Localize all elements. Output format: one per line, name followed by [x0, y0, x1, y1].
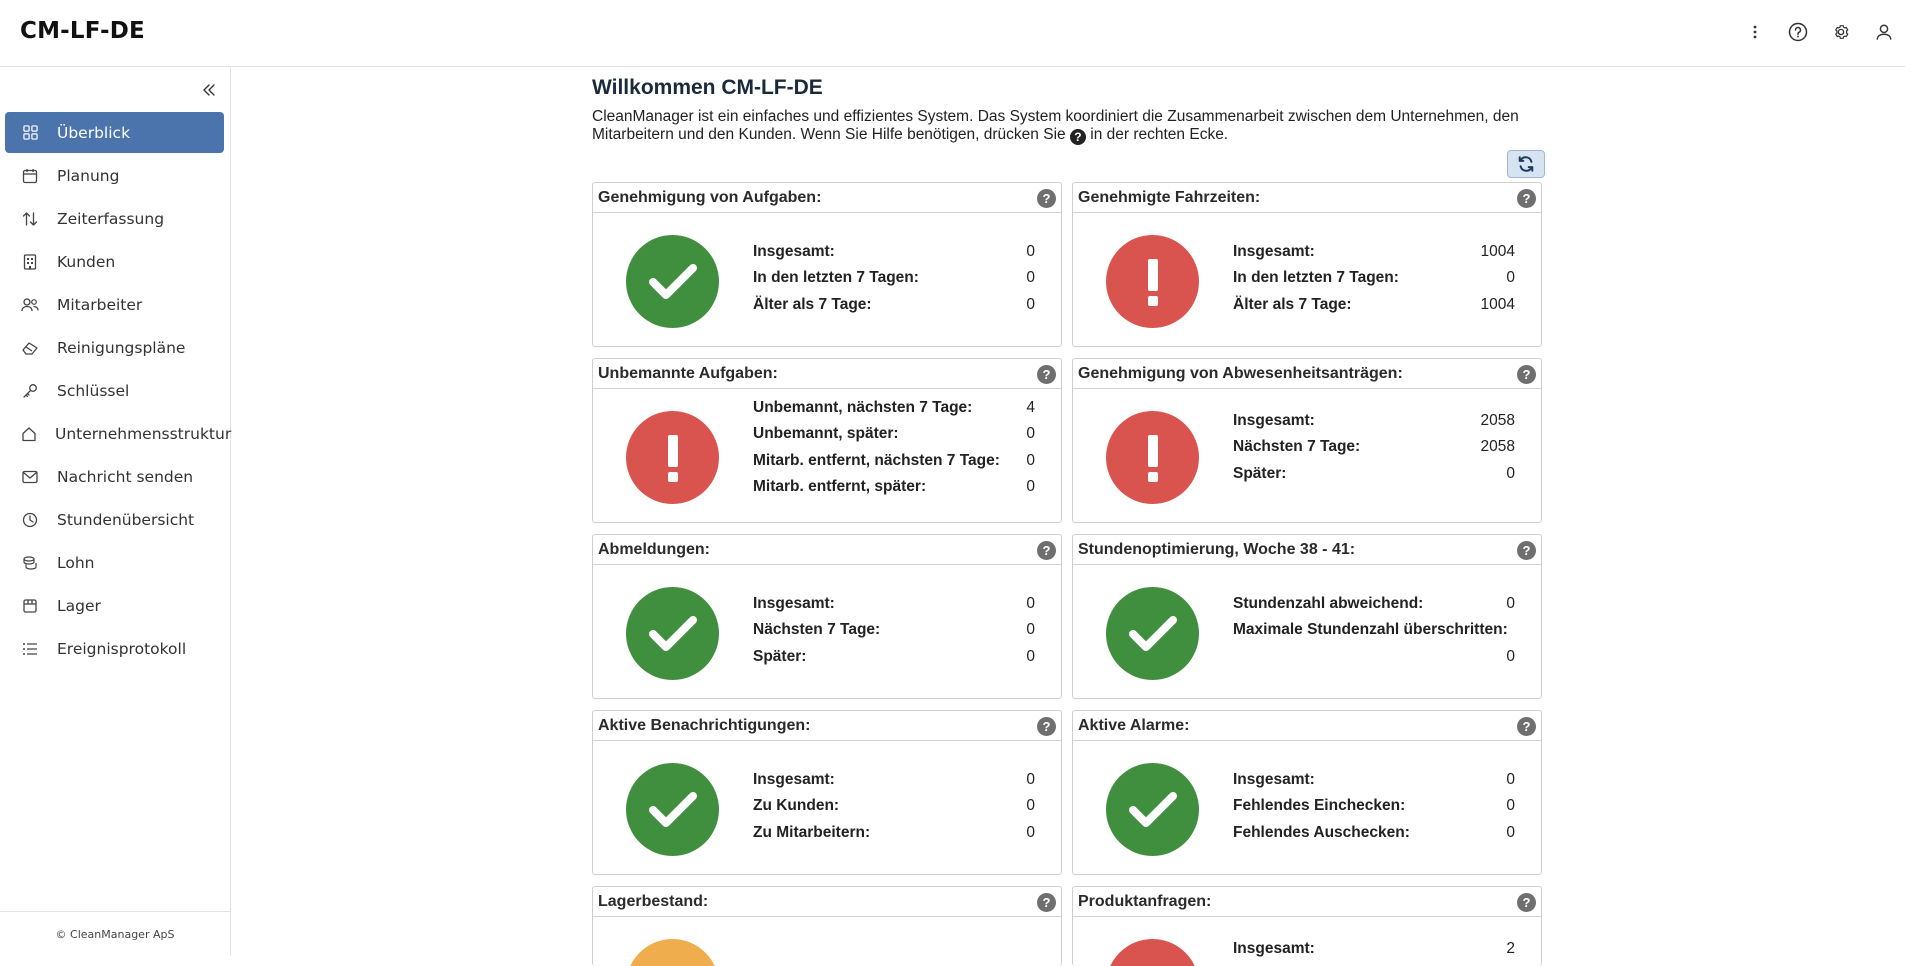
status-ok-icon: [626, 587, 719, 680]
stat-row: [753, 239, 1035, 265]
stat-row: [1233, 408, 1515, 434]
sidebar-item-ueberblick[interactable]: [5, 112, 224, 153]
stat-row: [1233, 617, 1515, 643]
stat-value: 1004: [1480, 243, 1515, 261]
stat-row: [1233, 820, 1515, 846]
card-title: [593, 359, 1061, 389]
stat-value: 0: [1026, 425, 1035, 443]
stat-label: Insgesamt:: [753, 771, 835, 789]
status-alert-icon: [1106, 939, 1199, 966]
card-aktive-benachrichtigungen: [592, 710, 1062, 875]
mail-icon: [21, 468, 39, 486]
stat-value: 0: [1026, 823, 1035, 841]
status-ok-icon: [1106, 587, 1199, 680]
help-circle-icon[interactable]: [1787, 20, 1809, 44]
stat-value: 0: [1506, 797, 1515, 815]
top-bar: [0, 0, 1905, 67]
sidebar-footer: © CleanManager ApS: [0, 911, 230, 956]
stat-label: Nächsten 7 Tage:: [1233, 438, 1361, 456]
stat-value: 0: [1026, 295, 1035, 313]
stat-label: Zu Kunden:: [753, 797, 840, 815]
stat-value: 0: [1506, 647, 1515, 665]
stat-label: Insgesamt:: [1233, 771, 1315, 789]
help-icon[interactable]: ?: [1517, 541, 1536, 560]
status-ok-icon: [626, 235, 719, 328]
card-title: [1073, 359, 1541, 389]
sidebar-item-label: Stundenübersicht: [57, 510, 195, 529]
stat-value: 0: [1026, 478, 1035, 496]
stat-value: 0: [1506, 464, 1515, 482]
stat-row: [753, 292, 1035, 318]
card-title-text: Genehmigte Fahrzeiten:: [1078, 188, 1261, 206]
sidebar-item-label: Schlüssel: [57, 381, 130, 400]
card-title: [593, 535, 1061, 565]
stat-row: [1233, 434, 1515, 460]
home-icon: [21, 425, 37, 443]
card-genehmigung-aufgaben: [592, 182, 1062, 347]
page-title: Willkommen CM-LF-DE: [592, 76, 823, 99]
sidebar-item-lohn[interactable]: [5, 542, 224, 583]
collapse-sidebar-icon[interactable]: [198, 79, 220, 101]
eraser-icon: [21, 339, 39, 357]
stat-label: Fehlendes Auschecken:: [1233, 823, 1410, 841]
stat-value: 0: [1026, 621, 1035, 639]
card-title: [593, 183, 1061, 213]
refresh-button[interactable]: [1507, 150, 1545, 178]
clock-icon: [21, 511, 39, 529]
stat-row: [753, 265, 1035, 291]
stat-row: [1233, 644, 1515, 670]
sidebar-item-label: Planung: [57, 166, 120, 185]
sidebar-item-unternehmensstruktur[interactable]: [5, 413, 232, 454]
sidebar-item-lager[interactable]: [5, 585, 224, 626]
stat-value: 0: [1026, 647, 1035, 665]
intro-text: [592, 108, 1552, 145]
stat-label: Zu Mitarbeitern:: [753, 823, 871, 841]
stat-value: 0: [1026, 269, 1035, 287]
help-icon[interactable]: ?: [1517, 893, 1536, 912]
status-alert-icon: [1106, 235, 1199, 328]
help-icon[interactable]: ?: [1037, 541, 1056, 560]
sidebar-item-label: Zeiterfassung: [57, 209, 165, 228]
stat-value: 4: [1026, 399, 1035, 417]
sidebar: [0, 67, 231, 956]
card-title-text: Genehmigung von Abwesenheitsanträgen:: [1078, 364, 1403, 382]
card-abwesenheitsantraege: [1072, 358, 1542, 523]
status-alert-icon: [1106, 411, 1199, 504]
stat-row: [1233, 292, 1515, 318]
stat-row: [1233, 793, 1515, 819]
intro-text-part1: CleanManager ist ein einfaches und effizientes System. Das System koordiniert die Zusammenarbeit zwischen dem Unternehmen, den Mitarbeitern und den Kunden. Wenn Sie Hilfe benötigen, drücken Sie: [592, 108, 1519, 143]
stat-row: [1233, 239, 1515, 265]
stat-row: [753, 421, 1035, 447]
card-stats: [1233, 408, 1515, 487]
card-title: [1073, 535, 1541, 565]
stat-value: 2058: [1480, 412, 1515, 430]
card-genehmigte-fahrzeiten: [1072, 182, 1542, 347]
stat-label: Stundenzahl abweichend:: [1233, 595, 1424, 613]
card-title-text: Lagerbestand:: [598, 892, 709, 910]
card-stats: [1233, 936, 1515, 962]
card-abmeldungen: [592, 534, 1062, 699]
sidebar-item-label: Überblick: [57, 123, 131, 142]
list-icon: [21, 640, 39, 658]
card-title-text: Aktive Benachrichtigungen:: [598, 716, 811, 734]
sidebar-item-label: Lager: [57, 596, 101, 615]
stat-label: Insgesamt:: [753, 595, 835, 613]
sidebar-item-reinigungsplaene[interactable]: [5, 327, 224, 368]
sidebar-item-mitarbeiter[interactable]: [5, 284, 224, 325]
card-title: [1073, 183, 1541, 213]
card-stats: [753, 239, 1035, 318]
card-title-text: Produktanfragen:: [1078, 892, 1212, 910]
box-icon: [21, 597, 39, 615]
stat-label: Älter als 7 Tage:: [1233, 295, 1352, 313]
card-title-text: Aktive Alarme:: [1078, 716, 1190, 734]
users-icon: [21, 296, 39, 314]
help-icon[interactable]: ?: [1037, 189, 1056, 208]
card-title: [1073, 887, 1541, 917]
sidebar-item-label: Kunden: [57, 252, 116, 271]
stat-value: 1004: [1480, 295, 1515, 313]
stat-label: Insgesamt:: [753, 243, 835, 261]
status-ok-icon: [626, 763, 719, 856]
stat-value: 0: [1506, 595, 1515, 613]
more-vertical-icon[interactable]: [1744, 20, 1766, 44]
stat-value: 0: [1026, 771, 1035, 789]
top-toolbar: [1744, 20, 1895, 44]
stat-row: [1233, 265, 1515, 291]
sidebar-nav: [5, 112, 232, 671]
status-ok-icon: [1106, 763, 1199, 856]
help-icon[interactable]: ?: [1517, 717, 1536, 736]
stat-value: 0: [1026, 595, 1035, 613]
stat-label: Unbemannt, später:: [753, 425, 899, 443]
stat-row: [753, 395, 1035, 421]
intro-text-part2: in der rechten Ecke.: [1090, 126, 1229, 143]
card-stats: [753, 767, 1035, 846]
card-title: [1073, 711, 1541, 741]
calendar-icon: [21, 167, 39, 185]
card-title-text: Abmeldungen:: [598, 540, 710, 558]
card-title-text: Genehmigung von Aufgaben:: [598, 188, 822, 206]
stat-row: [753, 793, 1035, 819]
help-icon[interactable]: ?: [1037, 717, 1056, 736]
stat-row: [1233, 591, 1515, 617]
sidebar-item-label: Ereignisprotokoll: [57, 639, 187, 658]
stat-label: Unbemannt, nächsten 7 Tage:: [753, 399, 973, 417]
stat-value: 0: [1506, 823, 1515, 841]
card-stats: [1233, 239, 1515, 318]
key-icon: [21, 382, 39, 400]
sidebar-item-zeiterfassung[interactable]: [5, 198, 224, 239]
help-icon[interactable]: ?: [1037, 365, 1056, 384]
sidebar-item-label: Mitarbeiter: [57, 295, 143, 314]
card-unbemannte-aufgaben: [592, 358, 1062, 523]
card-stats: [1233, 767, 1515, 846]
help-icon[interactable]: ?: [1037, 893, 1056, 912]
stat-label: Insgesamt:: [1233, 412, 1315, 430]
stat-row: [753, 617, 1035, 643]
card-lagerbestand: [592, 886, 1062, 966]
app-title: CM-LF-DE: [20, 18, 145, 44]
sidebar-item-label: Nachricht senden: [57, 467, 194, 486]
sidebar-item-stundenuebersicht[interactable]: [5, 499, 224, 540]
stat-value: 0: [1026, 243, 1035, 261]
card-stats: [753, 395, 1035, 500]
card-title: [593, 887, 1061, 917]
card-produktanfragen: [1072, 886, 1542, 966]
stat-row: [753, 474, 1035, 500]
stat-label: Mitarb. entfernt, später:: [753, 478, 927, 496]
sidebar-item-label: Unternehmensstruktur: [55, 424, 232, 443]
stat-label: Älter als 7 Tage:: [753, 295, 872, 313]
card-aktive-alarme: [1072, 710, 1542, 875]
stat-row: [1233, 461, 1515, 487]
stat-value: 0: [1506, 771, 1515, 789]
stat-label: In den letzten 7 Tagen:: [753, 269, 919, 287]
sidebar-item-nachricht-senden[interactable]: [5, 456, 224, 497]
stat-value: 2058: [1480, 438, 1515, 456]
stat-row: [753, 644, 1035, 670]
sidebar-item-label: Reinigungspläne: [57, 338, 186, 357]
stat-label: Maximale Stundenzahl überschritten:: [1233, 621, 1508, 639]
sidebar-item-ereignisprotokoll[interactable]: [5, 628, 224, 669]
refresh-icon: [1517, 155, 1535, 173]
help-icon[interactable]: ?: [1517, 189, 1536, 208]
stat-row: [753, 820, 1035, 846]
stat-label: Mitarb. entfernt, nächsten 7 Tage:: [753, 451, 1000, 469]
status-alert-icon: [626, 411, 719, 504]
user-icon[interactable]: [1873, 20, 1895, 44]
stat-label: Insgesamt:: [1233, 940, 1315, 958]
stat-row: [1233, 767, 1515, 793]
gear-icon[interactable]: [1830, 20, 1852, 44]
card-stats: [1233, 591, 1515, 670]
card-stundenoptimierung: [1072, 534, 1542, 699]
stat-value: 0: [1026, 797, 1035, 815]
sidebar-item-planung[interactable]: [5, 155, 224, 196]
card-title: [593, 711, 1061, 741]
coins-icon: [21, 554, 39, 572]
card-stats: [753, 591, 1035, 670]
stat-label: Fehlendes Einchecken:: [1233, 797, 1406, 815]
sidebar-item-label: Lohn: [57, 553, 95, 572]
stat-value: 0: [1506, 269, 1515, 287]
stat-row: [1233, 936, 1515, 962]
stat-label: Später:: [1233, 464, 1287, 482]
card-title-text: Stundenoptimierung, Woche 38 - 41:: [1078, 540, 1356, 558]
stat-label: In den letzten 7 Tagen:: [1233, 269, 1399, 287]
help-icon[interactable]: ?: [1517, 365, 1536, 384]
stat-label: Nächsten 7 Tage:: [753, 621, 881, 639]
stat-row: [753, 767, 1035, 793]
grid-icon: [21, 124, 39, 142]
sidebar-item-schluessel[interactable]: [5, 370, 224, 411]
stat-value: 0: [1026, 451, 1035, 469]
status-warning-icon: [626, 939, 719, 966]
sidebar-item-kunden[interactable]: [5, 241, 224, 282]
stat-value: 2: [1506, 940, 1515, 958]
stat-row: [753, 591, 1035, 617]
stat-label: Insgesamt:: [1233, 243, 1315, 261]
stat-row: [753, 448, 1035, 474]
building-icon: [21, 253, 39, 271]
arrows-updown-icon: [21, 210, 39, 228]
stat-label: Später:: [753, 647, 807, 665]
card-title-text: Unbemannte Aufgaben:: [598, 364, 778, 382]
help-question-icon: ?: [1070, 129, 1086, 145]
